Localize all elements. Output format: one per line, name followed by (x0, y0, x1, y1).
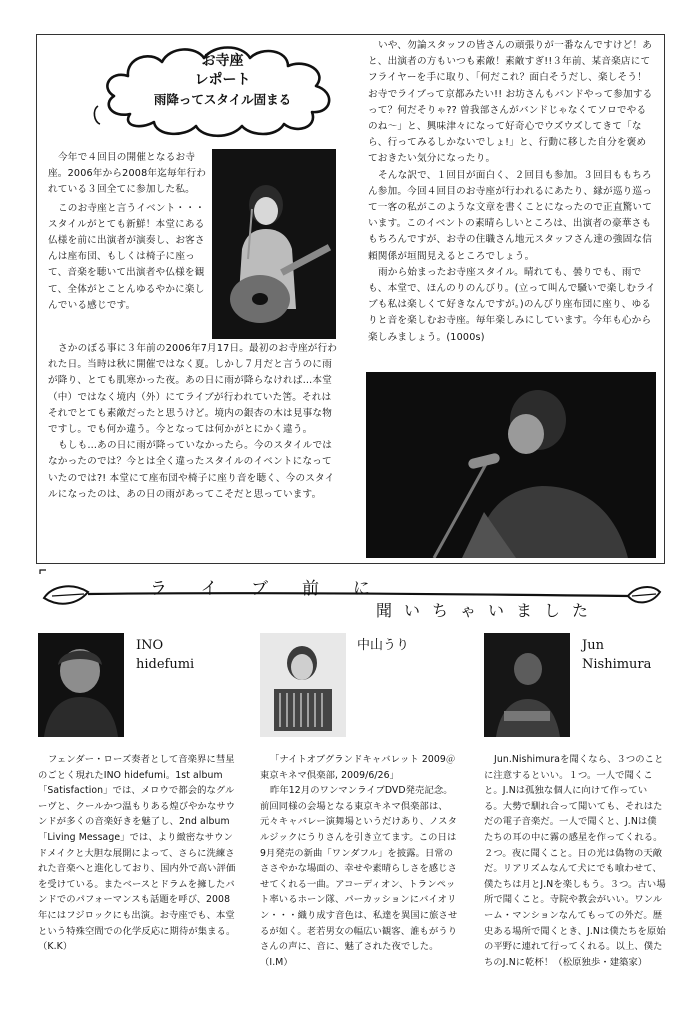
report-paragraph: このお寺座と言うイベント・・・スタイルがとても新鮮！本堂にある仏様を前に出演者が演奏し、お客さんは座布団、もしくは椅子に座って、音楽を聴いて出演者や仏様を観て、全体がとことんゆるやかに楽しんでいる感じです。 (48, 202, 205, 311)
report-paragraph: 雨から始まったお寺座スタイル。晴れても、曇りでも、雨でも、本堂で、ほんのりのんびり。(立って叫んで騒いで楽しむライブも私は楽しくて好きなんですが。)のんびり座布団に座り、ゆるりと音を楽しむお寺座。毎年楽しみにしています。今年も心から楽しみましょう。(1000s) (368, 266, 656, 343)
artist-paragraph: 「ナイトオブグランドキャバレット 2009＠東京キネマ倶楽部, 2009/6/26」 (260, 754, 456, 781)
artist-name-line2: hidefumi (136, 657, 195, 672)
artist-paragraph: フェンダー・ローズ奏者として音楽界に彗星のごとく現れたINO hidefumi。1st album「Satisfaction」では、メロウで都会的なグルーヴと、クールかつ温もりある煌びやかなサウンドが多くの音楽好きを魅了し、2nd album「Living Message」では、より緻密なサウンドメイクと大胆な展開によって、さらに洗練された音楽へと進化しており、国内外で高い評価を受けている。またベースとドラムを擁したバンドでのパフォーマンスも話題を呼び、2008年にはフジロックにも出演。お寺座でも、本堂という特殊空間での化学反応に期待が集まる。 (38, 754, 236, 937)
artist-photo-ino (38, 633, 124, 737)
cloud-title-line2: レポート (194, 72, 251, 88)
artist-name-line1: 中山うり (357, 638, 410, 653)
artist-text-nakayama (260, 752, 460, 970)
cloud-title-line3: 雨降ってスタイル固まる (153, 92, 292, 107)
cloud-title (140, 52, 305, 109)
report-paragraph: いや、勿論スタッフの皆さんの頑張りが一番なんですけど！あと、出演者の方もいつも素敵！素敵すぎ!!３年前、某音楽店にてフライヤーを手に取り、「何だこれ？面白そうだし、楽しそう！お寺でライブって京都みたい!! お坊さんもバンドやって参加するって？何だそりゃ?? 曽我部さんがバンドじゃなくてソロでやるのね〜」と、興味津々になって好奇心でウズウズしてきて「なら、行ってみるしかないでしょ!」と、行動に移した自分を褒めておきたい気分になったり。 (368, 40, 653, 165)
artist-text-jun (484, 752, 666, 970)
report-paragraph: 今年で４回目の開催となるお寺座。2006年から2008年迄毎年行われている３回全てに参加した私。 (48, 152, 207, 196)
artist-name-line2: Nishimura (582, 657, 652, 672)
singer-guitar-photo (212, 149, 336, 339)
artist-name-line1: Jun (582, 638, 604, 653)
artist-text-ino (38, 752, 238, 955)
artist-name-line1: INO (136, 638, 164, 653)
artist-paragraph: Jun.Nishimuraを聞くなら、３つのことに注意するといい。１つ。一人で聞くこと。J.Nは孤独な個人に向けて作っている。大勢で馴れ合って聞いても、それはただの電子音楽だ。一人で聞くと、J.Nは僕たちの耳の中に霧の感星を作ってくれる。２つ。夜に聞くこと。日の光は偽物の天敵だ。リアリズムなんて犬にでも喰わせて、僕たちは月とJ.Nを楽しもう。３つ。古い場所で聞くこと。寺院や教会がいい。ワンルーム・マンションなんてもっての外だ。歴史ある場所で聞くとき、J.Nは僕たちを原始の平野に連れて行ってくれる。以上、僕たちのJ.Nに乾杯！（松原独歩・建築家） (484, 754, 666, 968)
report-left-column (48, 150, 208, 314)
artist-name-jun (582, 636, 651, 674)
male-singer-photo (366, 372, 656, 558)
report-paragraph: もしも…あの日に雨が降っていなかったら。今のスタイルではなかったのでは？今とは全く違ったスタイルのイベントになっていたのでは?! 本堂にて座布団や椅子に座り音を聴く、今のスタイルになったのは、あの日の雨があってこそだと思っています。 (48, 440, 335, 500)
artist-photo-jun (484, 633, 570, 737)
banner-title-line2: 聞いちゃいました (376, 601, 601, 620)
artist-paragraph: 昨年12月のワンマンライブDVD発売記念。前回同様の会場となる東京キネマ倶楽部は、元々キャバレー演舞場というだけあり、ノスタルジックにうりさんを引き立てます。この日は9月発売の新曲「ワンダフル」を披露。日常のささやかな場面の、幸せや素晴らしさを感じさせてくれる一曲。アコーディオン、トランペット率いるホーン隊、パーカッションにバイオリン・・・織り成す音色は、私達を異国に旅させるが如く。老若男女の幅広い観客、誰もがうりさんの声に、音に、魅了された夜でした。（I.M） (260, 785, 458, 968)
artist-name-nakayama (357, 636, 409, 655)
report-paragraph: さかのぼる事に３年前の2006年7月17日。最初のお寺座が行われた日。当時は秋に開催ではなく夏。しかし７月だと言うのに雨が降り、とても肌寒かった夜。あの日に雨が降らなければ…本堂（中）ではなく境内（外）にてライブが行われていた筈。それはそれでとても素敵だったと思うけど。境内の銀杏の木は見事な物ですし。でも何か違う。今となっては何かがとにかく違う。 (48, 343, 338, 436)
artist-credit: （K.K） (38, 941, 73, 953)
cloud-title-line1: お寺座 (201, 53, 244, 69)
report-paragraph: そんな訳で、１回目が面白く、２回目も参加。３回目ももちろん参加。今回４回目のお寺座が行われるにあたり、縁が巡り巡って一客の私がこのような文章を書くことになったので正直驚いています。このイベントの素晴らしいところは、出演者の豪華さももちろんですが、お寺の住職さん地元スタッフさん達の強固な信頼関係が垣間見えるところでしょう。 (368, 169, 653, 262)
artist-name-ino (136, 636, 194, 674)
banner-title-line1: ライブ前に (150, 579, 404, 599)
report-right-column (368, 38, 656, 346)
report-wide-column (48, 341, 338, 503)
artist-photo-nakayama (260, 633, 346, 737)
